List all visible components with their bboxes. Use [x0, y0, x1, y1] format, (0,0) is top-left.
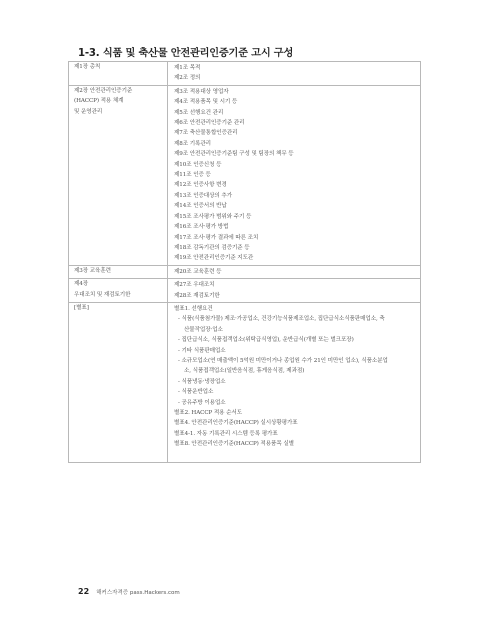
article-item: 제19조 안전관리인증기준 지도관 — [174, 255, 254, 262]
article-item: 제13조 인증대상의 추가 — [174, 192, 233, 199]
article-item: 제8조 기록관리 — [174, 140, 211, 147]
chapter-cell — [69, 279, 168, 303]
annex-item-text: - 기타 식품판매업소 — [178, 347, 226, 354]
annex-sub-item — [174, 346, 415, 356]
annex-item — [174, 429, 415, 439]
article-item: 제28조 재검토기한 — [174, 292, 220, 299]
footer-publisher-text: 해커스자격증 pass.Hackers.com — [96, 590, 180, 596]
article-item: 제15조 조사평가 범위와 주기 등 — [174, 213, 252, 220]
article-item: 제1조 목적 — [174, 65, 201, 71]
articles-cell — [168, 279, 421, 303]
annex-item-text: - 공유주방 이용업소 — [178, 399, 226, 406]
annex-item — [174, 439, 415, 449]
article-item: 제11조 인증 등 — [174, 172, 211, 179]
chapter-label: [별표] — [74, 304, 89, 311]
annex-item-text: 별표4-1. 자동 기록관리 시스템 등록 평가표 — [174, 430, 278, 437]
regulation-structure-table — [68, 61, 421, 463]
chapter-label: 제1장 총칙 — [74, 64, 101, 70]
annex-item-text: 별표1. 선행요건 — [174, 305, 213, 312]
chapter-cell — [69, 265, 168, 278]
articles-cell — [168, 302, 421, 462]
article-item: 제16조 조사·평가 방법 — [174, 224, 229, 231]
article-item: 제5조 선행요건 관리 — [174, 109, 224, 116]
table-row — [69, 279, 421, 303]
article-item: 제14조 인증서의 반납 — [174, 203, 227, 210]
chapter-label: 우대조치 및 재검토기한 — [74, 291, 131, 298]
annex-item-text: - 집단급식소, 식품접객업소(위탁급식영업), 운반급식(개별 또는 벌크포장) — [178, 337, 354, 344]
articles-cell — [168, 265, 421, 278]
annex-item-continuation: 산물작업장·업소 — [184, 326, 223, 333]
annex-sub-item — [174, 398, 415, 408]
annex-sub-item — [174, 377, 415, 387]
annex-sub-item — [174, 356, 415, 377]
annex-item — [174, 408, 415, 418]
table-row — [69, 62, 421, 86]
article-item: 제4조 적용품목 및 시기 등 — [174, 99, 238, 106]
chapter-label: 및 운영관리 — [74, 108, 103, 115]
article-item: 제2조 정의 — [174, 75, 201, 82]
annex-item-text: 별표8. 안전관리인증기준(HACCP) 적용품목 실별 — [174, 441, 294, 448]
annex-sub-item — [174, 387, 415, 397]
table-row — [69, 85, 421, 265]
annex-item-text: - 식품운반업소 — [178, 389, 214, 396]
chapter-cell — [69, 302, 168, 462]
table-row — [69, 265, 421, 278]
annex-item-text: - 식품냉동·냉장업소 — [178, 378, 226, 385]
page-number: 22 — [78, 587, 90, 596]
article-item: 제20조 교육훈련 등 — [174, 268, 222, 275]
annex-item-text: 별표4. 안전관리인증기준(HACCP) 실시상황평가표 — [174, 420, 298, 427]
article-item: 제27조 우대조치 — [174, 282, 215, 289]
article-item: 제6조 안전관리인증기준 관리 — [174, 120, 245, 127]
annex-item — [174, 418, 415, 428]
page-footer — [78, 579, 180, 598]
articles-cell — [168, 85, 421, 265]
annex-item-text: - 소규모업소(연 매출액이 5억원 미만이거나 종업원 수가 21인 미만인 업소), 식품소분업 — [178, 357, 388, 364]
article-item: 제3조 적용대상 영업자 — [174, 88, 229, 95]
table-body — [69, 62, 421, 463]
article-item: 제10조 인증신청 등 — [174, 161, 222, 168]
annex-item-text: - 식품(식품첨가물) 제조·가공업소, 건강기능식품제조업소, 집단급식소식품판매업소, 축 — [178, 316, 385, 323]
chapter-cell — [69, 85, 168, 265]
article-item: 제17조 조사·평가 결과에 따른 조치 — [174, 234, 259, 241]
article-item: 제9조 안전관리인증기준팀 구성 및 팀장의 책무 등 — [174, 151, 294, 158]
article-item: 제7조 축산물통합인증관리 — [174, 130, 238, 137]
chapter-cell — [69, 62, 168, 86]
annex-sub-item — [174, 314, 415, 335]
annex-item — [174, 304, 415, 314]
table-row — [69, 302, 421, 462]
chapter-label: 제2장 안전관리인증기준 — [74, 87, 133, 94]
chapter-label: 제3장 교육훈련 — [74, 267, 111, 274]
chapter-label: 제4장 — [74, 281, 89, 288]
annex-sub-item — [174, 335, 415, 345]
annex-item-continuation: 소, 식품접객업소(일반음식점, 휴게음식점, 제과점) — [184, 368, 305, 375]
article-item: 제18조 감독기관의 검증기준 등 — [174, 244, 250, 251]
page-title: 1-3. 식품 및 축산물 안전관리인증기준 고시 구성 — [78, 48, 294, 59]
articles-cell — [168, 62, 421, 86]
article-item: 제12조 인증사항 변경 — [174, 182, 227, 189]
chapter-label: (HACCP) 적용 체계 — [74, 98, 124, 105]
annex-item-text: 별표2. HACCP 적용 순서도 — [174, 410, 243, 416]
